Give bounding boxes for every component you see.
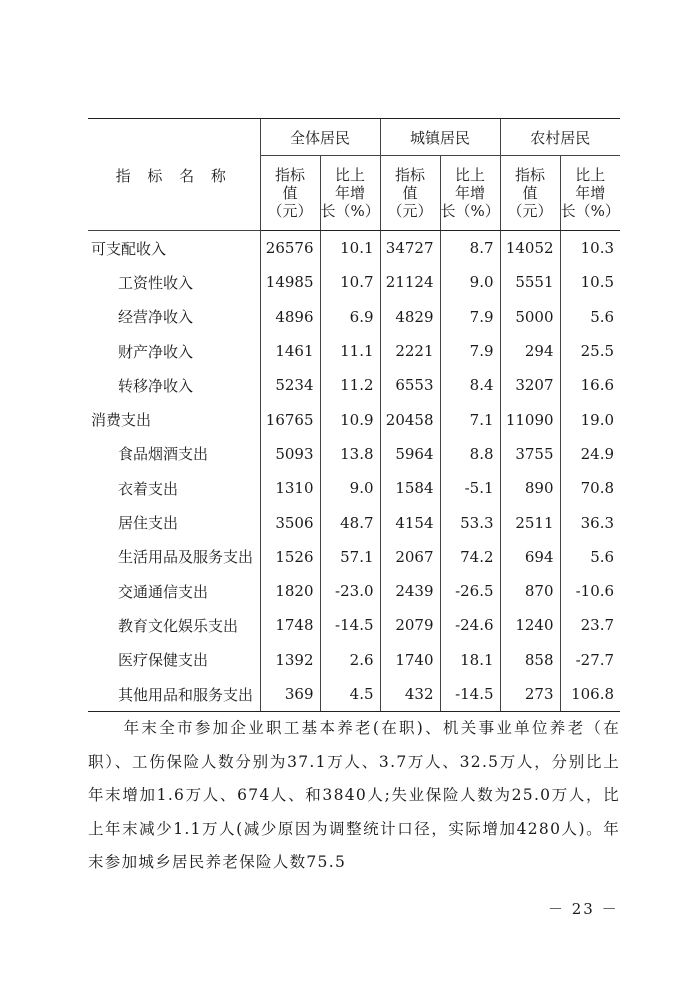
value-header xyxy=(500,156,560,231)
value-header-line: 指标 xyxy=(515,166,546,184)
cell-value: 1584 xyxy=(380,471,440,505)
cell-growth: 74.2 xyxy=(440,540,500,574)
growth-header-line: 长（%） xyxy=(560,202,620,220)
cell-growth: 25.5 xyxy=(560,334,620,368)
row-indicator-name: 其他用品和服务支出 xyxy=(88,677,260,712)
cell-value: 4154 xyxy=(380,505,440,539)
growth-header-line: 长（%） xyxy=(440,202,500,220)
row-indicator-name: 交通通信支出 xyxy=(118,582,209,601)
value-header-line: （元） xyxy=(507,202,553,220)
cell-growth: 13.8 xyxy=(320,437,380,471)
cell-growth: 19.0 xyxy=(560,402,620,436)
cell-growth: 24.9 xyxy=(560,437,620,471)
cell-growth: 11.1 xyxy=(320,334,380,368)
cell-growth: -23.0 xyxy=(320,574,380,608)
row-indicator-name: 教育文化娱乐支出 xyxy=(118,616,239,635)
cell-value: 14052 xyxy=(500,231,560,266)
cell-growth: 106.8 xyxy=(560,677,620,712)
cell-growth: 36.3 xyxy=(560,505,620,539)
cell-growth: 23.7 xyxy=(560,608,620,642)
cell-value: 2221 xyxy=(380,334,440,368)
row-indicator-name: 财产净收入 xyxy=(118,342,194,361)
cell-growth: 7.9 xyxy=(440,334,500,368)
cell-value: 26576 xyxy=(260,231,320,266)
table-row xyxy=(88,368,620,402)
value-header-line: 值 xyxy=(402,184,418,202)
cell-growth: 9.0 xyxy=(440,265,500,299)
cell-growth: 9.0 xyxy=(320,471,380,505)
cell-growth: 10.5 xyxy=(560,265,620,299)
cell-value: 2067 xyxy=(380,540,440,574)
row-indicator-name: 医疗保健支出 xyxy=(118,651,209,670)
cell-growth: 53.3 xyxy=(440,505,500,539)
table-row xyxy=(88,677,620,712)
cell-value: 273 xyxy=(500,677,560,712)
cell-growth: 6.9 xyxy=(320,300,380,334)
cell-growth: 10.1 xyxy=(320,231,380,266)
cell-value: 4896 xyxy=(260,300,320,334)
cell-growth: 4.5 xyxy=(320,677,380,712)
group-header-rural-residents: 农村居民 xyxy=(500,119,620,156)
row-indicator-name: 消费支出 xyxy=(91,411,152,430)
cell-value: 1820 xyxy=(260,574,320,608)
cell-value: 890 xyxy=(500,471,560,505)
cell-value: 34727 xyxy=(380,231,440,266)
cell-value: 870 xyxy=(500,574,560,608)
cell-growth: 8.7 xyxy=(440,231,500,266)
cell-growth: 8.4 xyxy=(440,368,500,402)
table-row xyxy=(88,608,620,642)
table-row xyxy=(88,574,620,608)
cell-value: 5000 xyxy=(500,300,560,334)
cell-value: 5234 xyxy=(260,368,320,402)
growth-header-line: 长（%） xyxy=(320,202,380,220)
growth-header-line: 比上 xyxy=(575,166,606,184)
value-header-line: 指标 xyxy=(274,166,305,184)
cell-growth: 10.9 xyxy=(320,402,380,436)
row-indicator-name: 食品烟酒支出 xyxy=(118,445,209,464)
table-row xyxy=(88,402,620,436)
cell-value: 1392 xyxy=(260,643,320,677)
value-header-line: 值 xyxy=(522,184,538,202)
value-header-line: 值 xyxy=(282,184,298,202)
growth-header xyxy=(440,156,500,231)
table-row xyxy=(88,437,620,471)
table-body xyxy=(88,231,620,712)
body-paragraph: 年末全市参加企业职工基本养老(在职)、机关事业单位养老（在职）、工伤保险人数分别为37.1万人、3.7万人、32.5万人，分别比上年末增加1.6万人、674人、和3840人;失业保险人数为25.0万人，比上年末减少1.1万人(减少原因为调整统计口径，实际增加4280人)。年末参加城乡居民养老保险人数75.5 xyxy=(88,719,620,872)
page-number: － 23 － xyxy=(548,900,619,918)
cell-growth: -14.5 xyxy=(440,677,500,712)
table-row xyxy=(88,231,620,266)
growth-header-line: 年增 xyxy=(575,184,606,202)
cell-growth: -14.5 xyxy=(320,608,380,642)
growth-header-line: 比上 xyxy=(455,166,486,184)
growth-header-line: 比上 xyxy=(335,166,366,184)
income-expenditure-table xyxy=(88,118,620,712)
cell-growth: -10.6 xyxy=(560,574,620,608)
row-indicator-name: 居住支出 xyxy=(118,514,179,533)
cell-value: 1748 xyxy=(260,608,320,642)
table-row xyxy=(88,471,620,505)
cell-value: 2511 xyxy=(500,505,560,539)
cell-growth: 70.8 xyxy=(560,471,620,505)
cell-value: 1526 xyxy=(260,540,320,574)
cell-growth: -27.7 xyxy=(560,643,620,677)
cell-growth: -26.5 xyxy=(440,574,500,608)
cell-value: 2079 xyxy=(380,608,440,642)
cell-growth: 7.1 xyxy=(440,402,500,436)
cell-value: 694 xyxy=(500,540,560,574)
cell-growth: 5.6 xyxy=(560,540,620,574)
cell-growth: 7.9 xyxy=(440,300,500,334)
cell-value: 14985 xyxy=(260,265,320,299)
row-indicator-name: 转移净收入 xyxy=(118,376,194,395)
cell-value: 5964 xyxy=(380,437,440,471)
indicator-name-header: 指 标 名 称 xyxy=(88,119,260,231)
cell-growth: 2.6 xyxy=(320,643,380,677)
cell-growth: 8.8 xyxy=(440,437,500,471)
cell-value: 1740 xyxy=(380,643,440,677)
cell-value: 3506 xyxy=(260,505,320,539)
row-indicator-name: 经营净收入 xyxy=(118,308,194,327)
cell-growth: 11.2 xyxy=(320,368,380,402)
cell-value: 3207 xyxy=(500,368,560,402)
table-row xyxy=(88,334,620,368)
growth-header-line: 年增 xyxy=(335,184,366,202)
cell-growth: 48.7 xyxy=(320,505,380,539)
table-group-header-row xyxy=(88,119,620,156)
growth-header-line: 年增 xyxy=(455,184,486,202)
growth-header xyxy=(320,156,380,231)
value-header-line: （元） xyxy=(267,202,313,220)
cell-growth: 57.1 xyxy=(320,540,380,574)
cell-growth: 10.7 xyxy=(320,265,380,299)
table-row xyxy=(88,540,620,574)
cell-value: 3755 xyxy=(500,437,560,471)
cell-value: 1240 xyxy=(500,608,560,642)
cell-growth: -24.6 xyxy=(440,608,500,642)
value-header-line: 指标 xyxy=(395,166,426,184)
cell-value: 6553 xyxy=(380,368,440,402)
table-row xyxy=(88,643,620,677)
cell-growth: 18.1 xyxy=(440,643,500,677)
cell-growth: 5.6 xyxy=(560,300,620,334)
row-indicator-name: 生活用品及服务支出 xyxy=(118,548,254,567)
value-header xyxy=(260,156,320,231)
cell-value: 5093 xyxy=(260,437,320,471)
body-paragraph-block xyxy=(88,712,620,880)
cell-value: 21124 xyxy=(380,265,440,299)
row-indicator-name: 工资性收入 xyxy=(118,273,194,292)
cell-growth: 10.3 xyxy=(560,231,620,266)
table-row xyxy=(88,505,620,539)
cell-value: 1461 xyxy=(260,334,320,368)
cell-value: 432 xyxy=(380,677,440,712)
group-header-urban-residents: 城镇居民 xyxy=(380,119,500,156)
cell-value: 16765 xyxy=(260,402,320,436)
cell-value: 20458 xyxy=(380,402,440,436)
cell-value: 858 xyxy=(500,643,560,677)
cell-growth: -5.1 xyxy=(440,471,500,505)
cell-value: 369 xyxy=(260,677,320,712)
row-indicator-name: 衣着支出 xyxy=(118,479,179,498)
cell-growth: 16.6 xyxy=(560,368,620,402)
value-header xyxy=(380,156,440,231)
value-header-line: （元） xyxy=(387,202,433,220)
table-row xyxy=(88,300,620,334)
cell-value: 2439 xyxy=(380,574,440,608)
growth-header xyxy=(560,156,620,231)
group-header-all-residents: 全体居民 xyxy=(260,119,380,156)
cell-value: 11090 xyxy=(500,402,560,436)
cell-value: 1310 xyxy=(260,471,320,505)
cell-value: 4829 xyxy=(380,300,440,334)
row-indicator-name: 可支配收入 xyxy=(91,239,167,258)
cell-value: 294 xyxy=(500,334,560,368)
table-row xyxy=(88,265,620,299)
cell-value: 5551 xyxy=(500,265,560,299)
